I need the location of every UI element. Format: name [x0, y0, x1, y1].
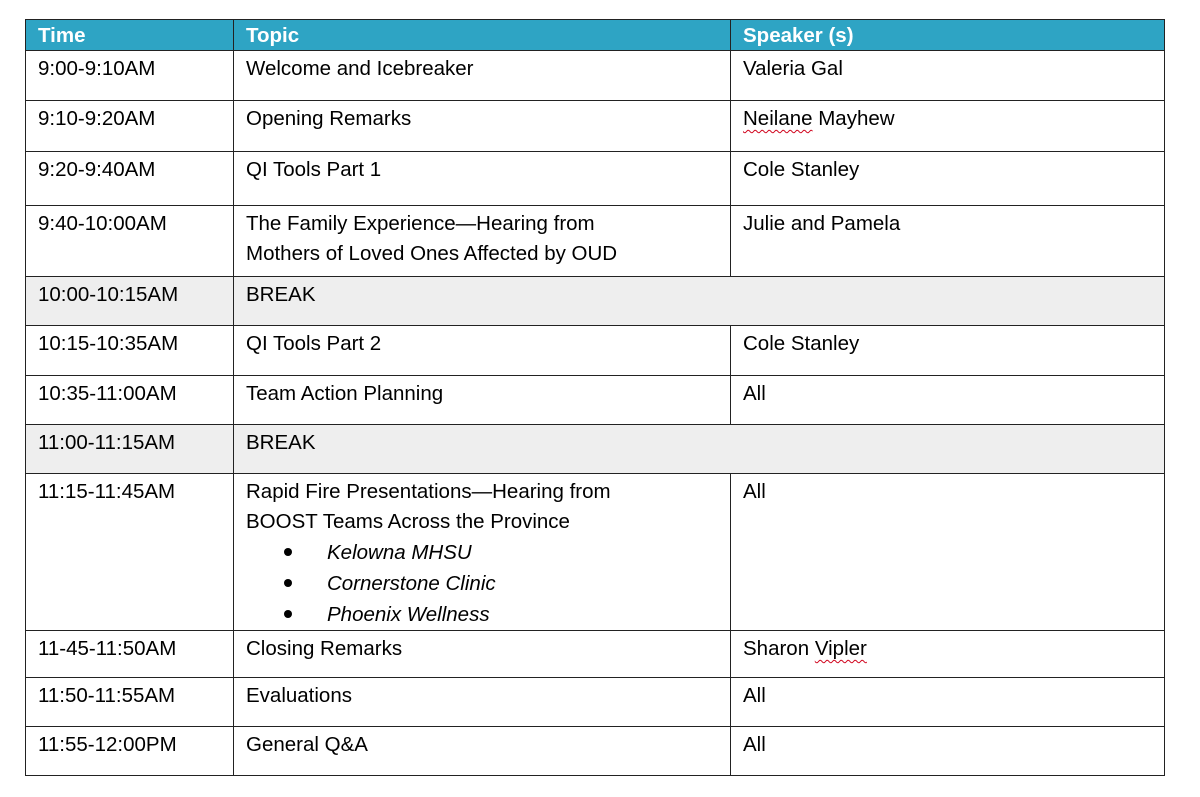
- speaker-cell: Cole Stanley: [731, 326, 1165, 376]
- bullet-icon: [284, 610, 292, 618]
- list-item: [284, 599, 718, 630]
- list-item-label: Cornerstone Clinic: [327, 572, 496, 595]
- topic-cell: General Q&A: [234, 727, 731, 776]
- speaker-surname: Mayhew: [812, 107, 895, 130]
- time-cell: 9:20-9:40AM: [26, 152, 234, 206]
- break-row: [26, 425, 1165, 474]
- table-header: [26, 20, 1165, 51]
- topic-cell: [234, 474, 731, 631]
- topic-cell: QI Tools Part 2: [234, 326, 731, 376]
- topic-cell: [234, 206, 731, 277]
- table-row: [26, 326, 1165, 376]
- speaker-cell: All: [731, 678, 1165, 727]
- team-list: [246, 537, 718, 630]
- time-cell: 11:00-11:15AM: [26, 425, 234, 474]
- topic-cell: Opening Remarks: [234, 101, 731, 152]
- header-row: [26, 20, 1165, 51]
- table-row: [26, 678, 1165, 727]
- topic-cell: BREAK: [234, 425, 1165, 474]
- time-cell: 9:40-10:00AM: [26, 206, 234, 277]
- table-row: [26, 206, 1165, 277]
- topic-line: BOOST Teams Across the Province: [246, 510, 570, 533]
- speaker-cell: Cole Stanley: [731, 152, 1165, 206]
- list-item: [284, 568, 718, 599]
- header-topic: Topic: [234, 20, 731, 51]
- table-row: [26, 631, 1165, 678]
- time-cell: 11:15-11:45AM: [26, 474, 234, 631]
- speaker-cell: Julie and Pamela: [731, 206, 1165, 277]
- topic-line: The Family Experience—Hearing from: [246, 212, 595, 235]
- list-item: [284, 537, 718, 568]
- table-body: [26, 51, 1165, 776]
- topic-line: Rapid Fire Presentations—Hearing from: [246, 480, 611, 503]
- header-speaker: Speaker (s): [731, 20, 1165, 51]
- time-cell: 10:00-10:15AM: [26, 277, 234, 326]
- topic-cell: QI Tools Part 1: [234, 152, 731, 206]
- spellcheck-flagged-word: Vipler: [814, 637, 867, 660]
- time-cell: 9:00-9:10AM: [26, 51, 234, 101]
- speaker-cell: [731, 631, 1165, 678]
- speaker-cell: [731, 101, 1165, 152]
- time-cell: 11-45-11:50AM: [26, 631, 234, 678]
- list-item-label: Phoenix Wellness: [327, 603, 490, 626]
- table-row: [26, 51, 1165, 101]
- agenda-table: [25, 19, 1165, 776]
- break-row: [26, 277, 1165, 326]
- topic-cell: Closing Remarks: [234, 631, 731, 678]
- speaker-cell: All: [731, 727, 1165, 776]
- time-cell: 10:35-11:00AM: [26, 376, 234, 425]
- topic-cell: Evaluations: [234, 678, 731, 727]
- list-item-label: Kelowna MHSU: [327, 541, 472, 564]
- table-row: [26, 152, 1165, 206]
- table-row: [26, 474, 1165, 631]
- speaker-cell: Valeria Gal: [731, 51, 1165, 101]
- table-row: [26, 727, 1165, 776]
- table-row: [26, 376, 1165, 425]
- spellcheck-flagged-word: Neilane: [743, 107, 813, 130]
- header-time: Time: [26, 20, 234, 51]
- table-row: [26, 101, 1165, 152]
- speaker-cell: All: [731, 376, 1165, 425]
- bullet-icon: [284, 579, 292, 587]
- topic-cell: BREAK: [234, 277, 1165, 326]
- speaker-cell: All: [731, 474, 1165, 631]
- topic-cell: Welcome and Icebreaker: [234, 51, 731, 101]
- time-cell: 11:55-12:00PM: [26, 727, 234, 776]
- topic-cell: Team Action Planning: [234, 376, 731, 425]
- time-cell: 11:50-11:55AM: [26, 678, 234, 727]
- topic-line: Mothers of Loved Ones Affected by OUD: [246, 242, 618, 265]
- speaker-first-name: Sharon: [743, 637, 815, 660]
- time-cell: 9:10-9:20AM: [26, 101, 234, 152]
- bullet-icon: [284, 548, 292, 556]
- time-cell: 10:15-10:35AM: [26, 326, 234, 376]
